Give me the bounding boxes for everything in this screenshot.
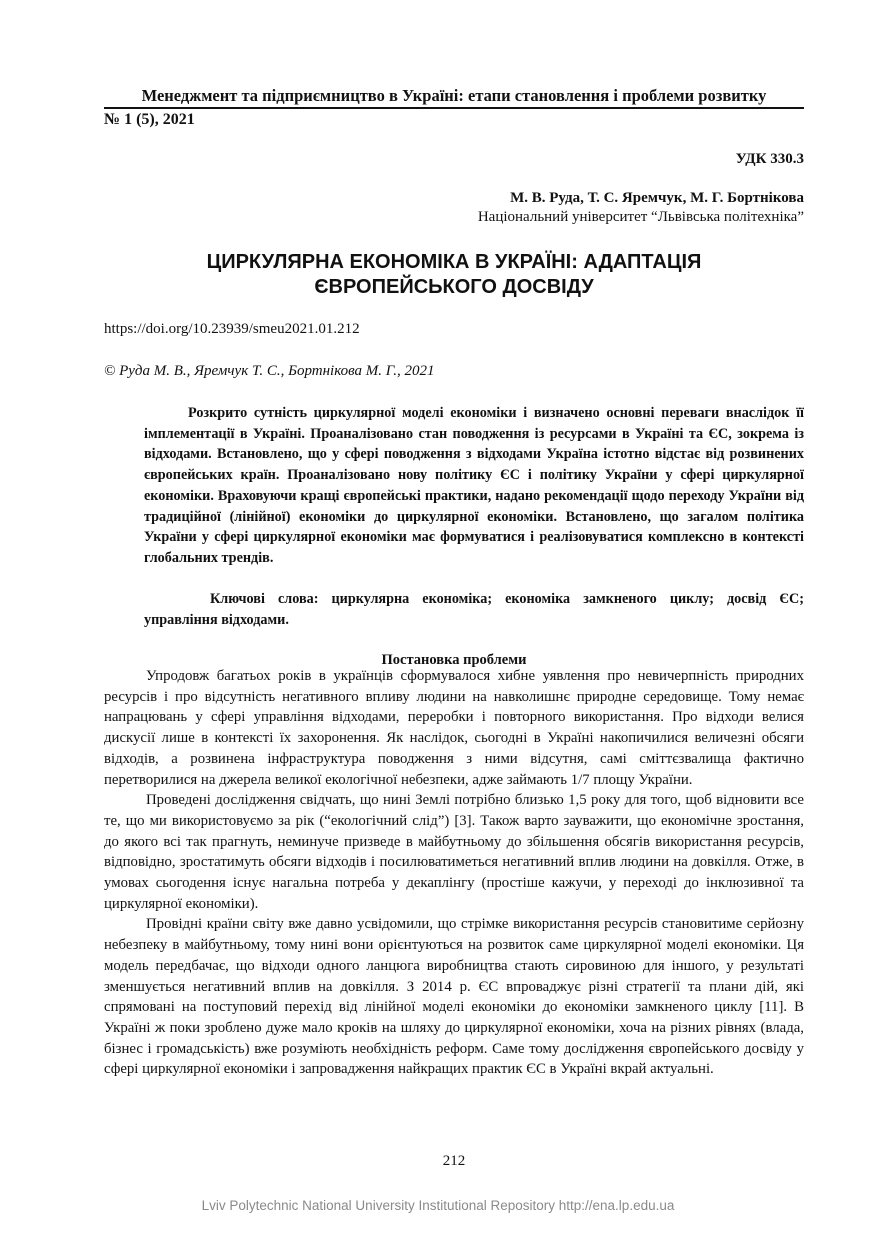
doi-link[interactable]: https://doi.org/10.23939/smeu2021.01.212 [104, 321, 360, 337]
article-title [104, 250, 804, 300]
paper-page [104, 0, 804, 1240]
udk-code: УДК 330.3 [735, 151, 804, 167]
header-rule [104, 107, 804, 109]
repository-footer: Lviv Polytechnic National University Institutional Repository http://ena.lp.edu.ua [201, 1198, 675, 1213]
authors: М. В. Руда, Т. С. Яремчук, М. Г. Бортнікова [510, 190, 804, 206]
article-title-line-1: ЦИРКУЛЯРНА ЕКОНОМІКА В УКРАЇНІ: АДАПТАЦІЯ [206, 251, 702, 273]
journal-title: Менеджмент та підприємництво в Україні: етапи становлення і проблеми розвитку [141, 86, 767, 105]
keywords: Ключові слова: циркулярна економіка; економіка замкненого циклу; досвід ЄС; управління відходами. [144, 591, 804, 628]
affiliation: Національний університет “Львівська політехніка” [477, 209, 804, 225]
article-title-line-2: ЄВРОПЕЙСЬКОГО ДОСВІДУ [314, 276, 594, 298]
body-paragraph-1: Упродовж багатьох років в українців сформувалося хибне уявлення про невичерпність природних ресурсів і про відсутність негативного впливу людини на навколишнє природне середовище. Тому немає напрацювань у сфері управління відходами, переробки і повторного використання. Про відходи велися дискусії лише в контексті їх захоронення. Як наслідок, сьогодні в Україні накопичилися величезні обсяги відходів, а розвинена інфраструктура поводження з ними відсутня, самі сміттєзвалища фактично перетворилися на джерела великої екологічної небезпеки, адже займають 1/7 площу України. [104, 668, 804, 788]
section-heading: Постановка проблеми [381, 652, 527, 668]
copyright-notice: © Руда М. В., Яремчук Т. С., Бортнікова М. Г., 2021 [104, 363, 435, 379]
body-text [104, 666, 804, 1080]
abstract: Розкрито сутність циркулярної моделі економіки і визначено основні переваги внаслідок її імплементації в Україні. Проаналізовано стан поводження із ресурсами в Україні та ЄС, зокрема із відходами. Встановлено, що у сфері поводження з відходами Україна істотно відстає від розвинених європейських країн. Проаналізовано нову політику ЄС і політику України у сфері циркулярної економіки. Враховуючи кращі європейські практики, надано рекомендації щодо переходу України від традиційної (лінійної) економіки до циркулярної економіки. Встановлено, що загалом політика України у сфері циркулярної економіки має формуватися і реалізовуватися комплексно в контексті глобальних трендів. [144, 405, 804, 566]
body-paragraph-3: Провідні країни світу вже давно усвідомили, що стрімке використання ресурсів становитиме серйозну небезпеку в майбутньому, тому нині вони орієнтуються на розвиток саме циркулярної моделі економіки. Ця модель передбачає, що відходи одного ланцюга виробництва стають сировиною для іншого, у результаті зменшується негативний вплив на довкілля. З 2014 р. ЄС впроваджує різні стратегії та плани дій, які спрямовані на поступовий перехід від лінійної моделі економіки до економіки замкненого циклу [11]. В Україні ж поки зроблено дуже мало кроків на шляху до циркулярної економіки, хоча на різних рівнях (влада, бізнес і громадськість) вже розуміють необхідність реформ. Саме тому дослідження європейського досвіду у сфері циркулярної економіки і запровадження найкращих практик ЄС в Україні вкрай актуальні. [104, 916, 804, 1078]
page-number: 212 [442, 1153, 466, 1169]
issue-number: № 1 (5), 2021 [104, 111, 195, 128]
body-paragraph-2: Проведені дослідження свідчать, що нині Землі потрібно близько 1,5 року для того, щоб відновити все те, що ми використовуємо за рік (“екологічний слід”) [3]. Також варто зауважити, що економічне зростання, до якого всі так прагнуть, неминуче призведе в майбутньому до збільшення обсягів використання ресурсів, відповідно, зростатимуть обсяги відходів і посилюватиметься негативний вплив людини на довкілля. Отже, в умовах сьогодення існує нагальна потреба у декаплінгу (простіше кажучи, у переході до інклюзивної та циркулярної економіки). [104, 792, 804, 912]
